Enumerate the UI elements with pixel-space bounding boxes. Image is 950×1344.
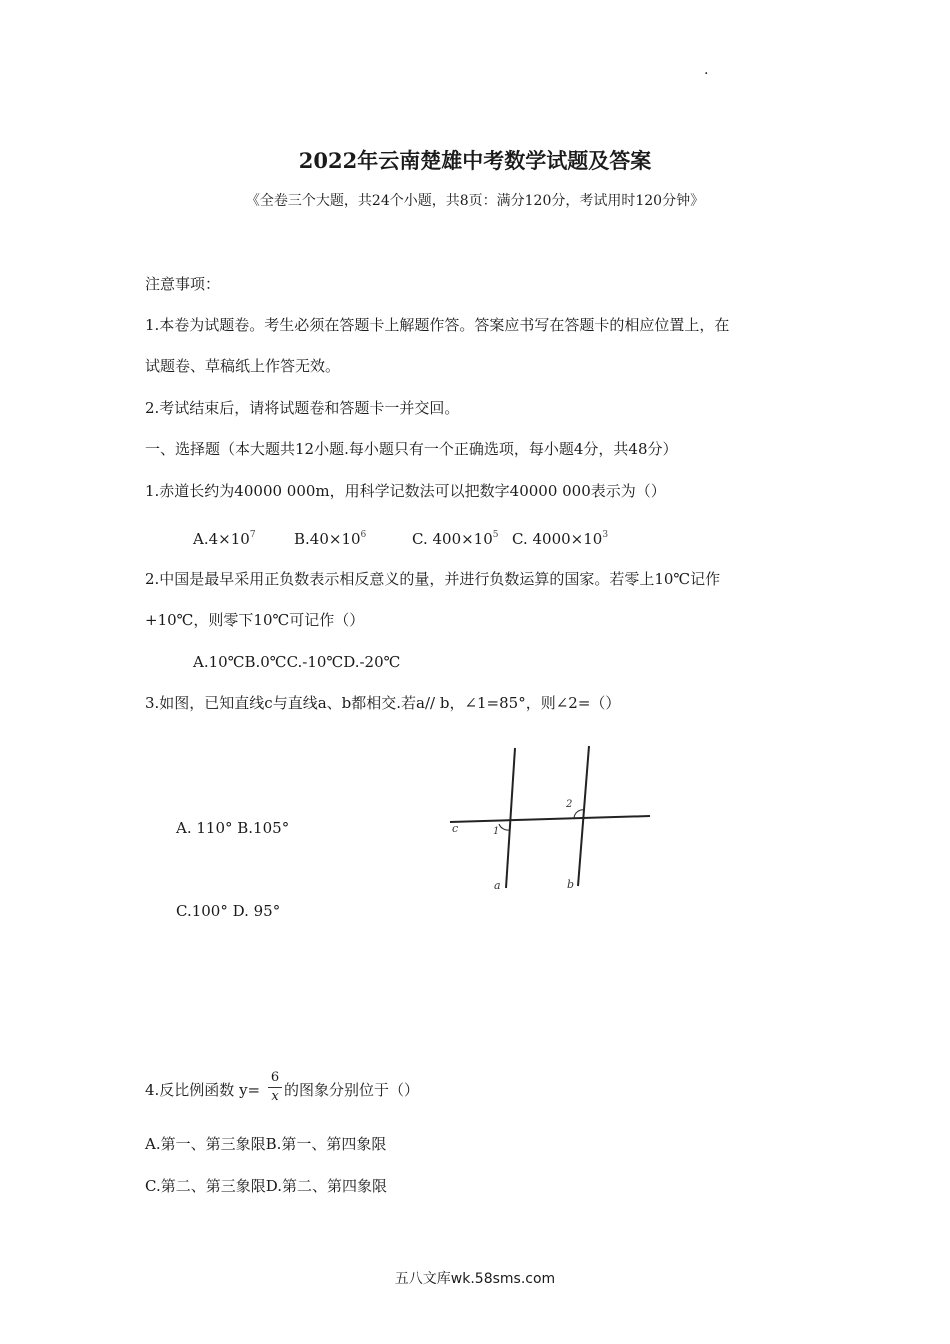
notes-item1-line2: 试题卷、草稿纸上作答无效。 — [145, 357, 341, 375]
q1-option-b: $B.40\times 10^6$ — [294, 530, 367, 548]
notes-item2: 2.考试结束后，请将试题卷和答题卡一并交回。 — [145, 399, 460, 417]
figure-label-1: 1 — [493, 826, 500, 837]
q4-options-row1: A.第一、第三象限B.第一、第四象限 — [145, 1135, 387, 1153]
q2-stem-line2: +10℃，则零下10℃可记作（） — [145, 611, 365, 629]
page-footer: 五八文库wk.58sms.com — [394, 1271, 556, 1287]
figure-label-c: c — [452, 822, 459, 835]
notes-item1-line1: 1.本卷为试题卷。考生必须在答题卡上解题作答。答案应书写在答题卡的相应位置上，在 — [145, 316, 730, 334]
q2-options: A.10℃B.0℃C.-10℃D.-20℃ — [193, 653, 401, 671]
q1-stem: 1.赤道长约为40000 000m，用科学记数法可以把数字40000 000表示为（） — [145, 482, 666, 500]
q4-stem-prefix: 4.反比例函数 y= — [145, 1081, 261, 1099]
angle-1-arc — [499, 824, 510, 830]
q3-figure — [440, 740, 660, 900]
line-c — [450, 816, 650, 822]
line-a — [506, 748, 515, 888]
figure-label-b: b — [567, 878, 575, 891]
q4-fraction-numerator: 6 — [270, 1070, 280, 1085]
section1-heading: 一、选择题（本大题共12小题.每小题只有一个正确选项，每小题4分，共48分） — [145, 440, 678, 458]
figure-label-a: a — [494, 879, 501, 892]
q2-stem-line1: 2.中国是最早采用正负数表示相反意义的量，并进行负数运算的国家。若零上10℃记作 — [145, 570, 721, 588]
q1-option-c: C. $400\times 10^5$ — [412, 530, 499, 548]
q4-options-row2: C.第二、第三象限D.第二、第四象限 — [145, 1177, 387, 1195]
q3-options-row2: C.100° D. 95° — [176, 902, 281, 920]
q4-stem-suffix: 的图象分别位于（） — [284, 1081, 420, 1099]
q1-option-a: $A.4\times 10^7$ — [193, 530, 256, 548]
header-dot: . — [704, 62, 709, 78]
q4-fraction — [268, 1070, 282, 1105]
q3-options-row1: A. 110° B.105° — [176, 819, 290, 837]
notes-heading: 注意事项： — [145, 275, 221, 293]
q3-stem: 3.如图，已知直线c与直线a、b都相交.若a// b，∠1=85°，则∠2=（） — [145, 694, 621, 712]
page-subtitle: 《全卷三个大题，共24个小题，共8页：满分120分，考试用时120分钟》 — [245, 193, 705, 209]
q1-option-d: C. $4000\times 10^3$ — [512, 530, 609, 548]
page-title: 2022年云南楚雄中考数学试题及答案 — [298, 148, 652, 173]
q4-fraction-denominator: x — [271, 1089, 279, 1104]
line-b — [578, 746, 589, 886]
figure-label-2: 2 — [566, 799, 573, 810]
